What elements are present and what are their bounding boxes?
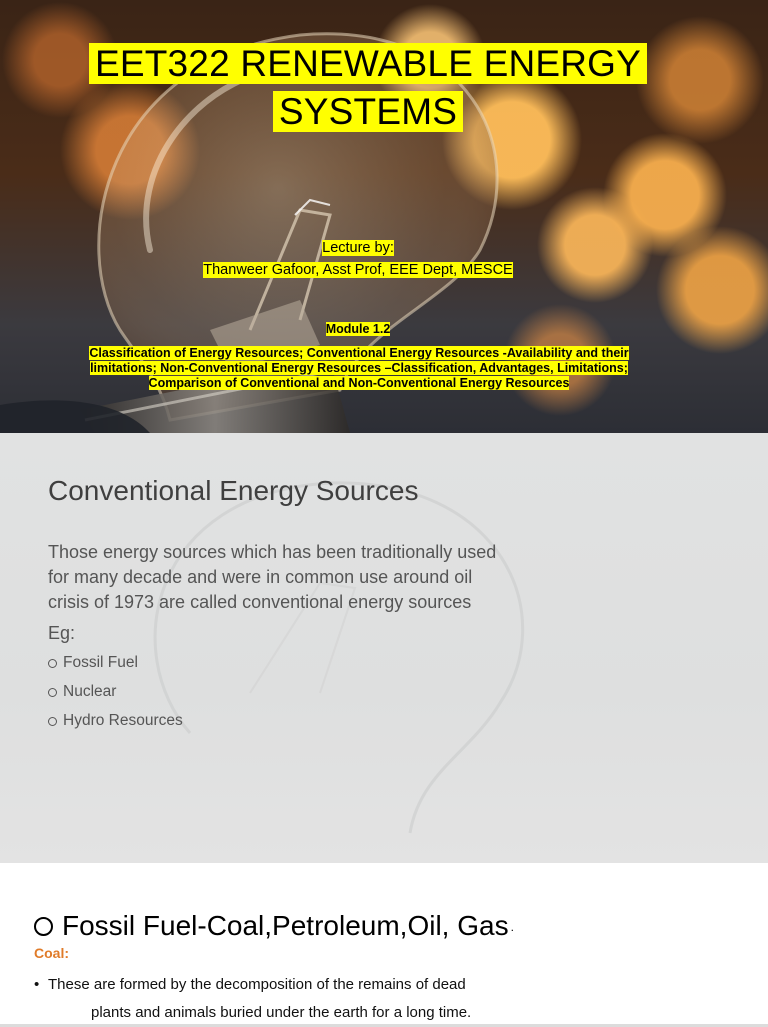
list-item	[48, 711, 183, 740]
bullet-icon: •	[34, 976, 40, 993]
circle-bullet-icon	[48, 688, 57, 697]
list-item	[48, 653, 183, 682]
module-description	[54, 346, 664, 391]
slide-heading: Conventional Energy Sources	[48, 475, 419, 506]
list-item	[48, 682, 183, 711]
lecturer-name: Thanweer Gafoor, Asst Prof, EEE Dept, MESCE	[203, 262, 513, 278]
definition-line-1: Those energy sources which has been traditionally used	[48, 542, 497, 562]
bullet-line-1: These are formed by the decomposition of the remains of dead	[48, 976, 466, 993]
list-item-label: Nuclear	[63, 683, 117, 700]
circle-bullet-icon	[34, 917, 53, 936]
coal-label: Coal:	[34, 945, 69, 961]
bullet-point	[34, 971, 754, 999]
module-number: Module 1.2	[325, 322, 391, 336]
example-label: Eg:	[48, 623, 76, 643]
definition-line-3: crisis of 1973 are called conventional energy sources	[48, 592, 472, 612]
fossil-fuel-slide	[0, 863, 768, 1024]
conventional-energy-slide	[0, 433, 768, 863]
title-line-1: EET322 RENEWABLE ENERGY	[89, 43, 647, 84]
lecture-by-label: Lecture by:	[322, 240, 394, 256]
module-desc-line-2: limitations; Non-Conventional Energy Resources –Classification, Advantages, Limitations;	[90, 361, 628, 375]
definition-text	[48, 540, 608, 615]
list-item-label: Fossil Fuel	[63, 654, 138, 671]
energy-source-list	[48, 653, 183, 740]
heading-text: Fossil Fuel-Coal,Petroleum,Oil, Gas	[62, 910, 509, 941]
lecture-info	[0, 237, 716, 281]
slide-title	[68, 40, 668, 136]
heading-suffix: .	[510, 920, 514, 934]
list-item-label: Hydro Resources	[63, 712, 183, 729]
slide-heading	[34, 910, 514, 942]
definition-line-2: for many decade and were in common use around oil	[48, 567, 473, 587]
circle-bullet-icon	[48, 717, 57, 726]
bullet-line-2: plants and animals buried under the earth for a long time.	[91, 1004, 472, 1021]
module-desc-line-1: Classification of Energy Resources; Conventional Energy Resources -Availability and their	[89, 346, 629, 360]
module-label	[0, 322, 716, 337]
title-line-2: SYSTEMS	[273, 91, 463, 132]
title-slide	[0, 0, 768, 433]
circle-bullet-icon	[48, 659, 57, 668]
module-desc-line-3: Comparison of Conventional and Non-Conventional Energy Resources	[148, 376, 570, 390]
